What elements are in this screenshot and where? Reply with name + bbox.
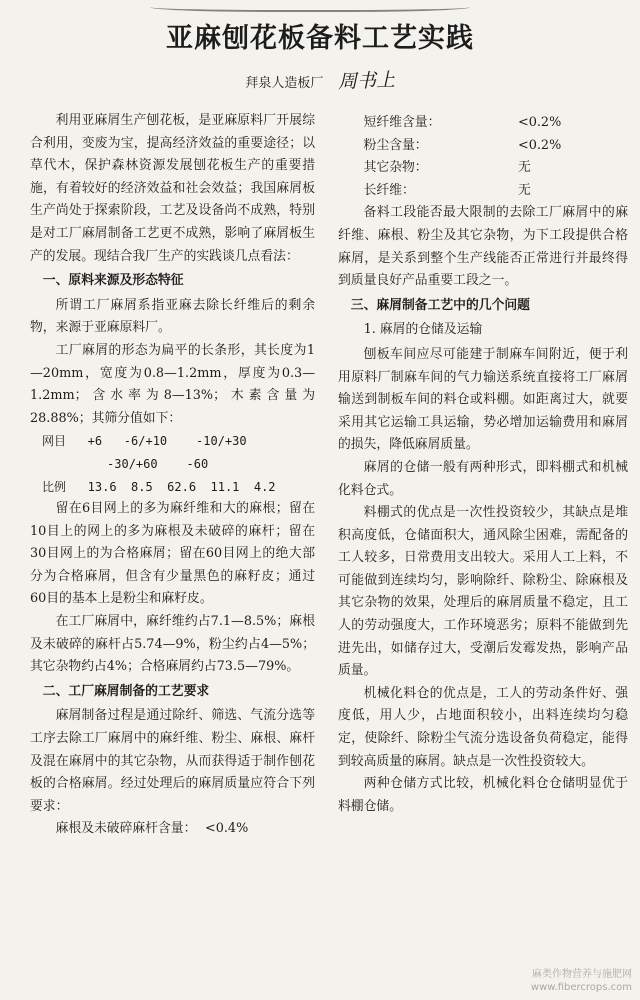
paragraph: 在工厂麻屑中，麻纤维约占7.1—8.5%；麻根及未破碎的麻杆占5.74—9%，粉尘约占4—5%；其它杂物约占4%；合格麻屑约占73.5—79%。 <box>30 614 315 675</box>
paragraph: 备料工段能否最大限制的去除工厂麻屑中的麻纤维、麻根、粉尘及其它杂物，为下工段提供合格麻屑，是关系到整个生产线能否正常进行并最终得到质量良好产品重要工段之一。 <box>338 205 628 289</box>
author-line <box>0 66 640 93</box>
requirement-label: 其它杂物： <box>363 160 428 176</box>
watermark-url: www.fibercrops.com <box>530 982 632 993</box>
sieve-mesh-row-cont: -30/+60 -60 <box>42 456 209 471</box>
paragraph: 工厂麻屑的形态为扁平的长条形，其长度为1—20mm，宽度为0.8—1.2mm，厚度为0.3—1.2mm；含水率为8—13%；木素含量为28.88%；其筛分值如下： <box>30 342 315 426</box>
paragraph: 麻屑制备过程是通过除纤、筛选、气流分选等工序去除工厂麻屑中的麻纤维、粉尘、麻根、麻杆及混在麻屑中的其它杂物，从而获得适于制作刨花板的合格麻屑。经过处理后的麻屑质量应符合下列要求： <box>30 708 315 814</box>
intro-paragraph: 利用亚麻屑生产刨花板，是亚麻原料厂开展综合利用，变废为宝，提高经济效益的重要途径；以草代木，保护森林资源发展刨花板生产的重要措施，有着较好的经济效益和社会效益；我国麻屑板生产尚处于探索阶段，工艺及设备尚不成熟，特别是对工厂麻屑制备工艺更不成熟，影响了麻屑板生产的发展。现结合我厂生产的实践谈几点看法： <box>30 113 315 264</box>
handwritten-scribble <box>150 0 470 12</box>
requirement-label: 长纤维： <box>363 182 415 198</box>
paragraph: 麻屑的仓储一般有两种形式，即料棚式和机械化料仓式。 <box>338 459 628 498</box>
requirement-label: 粉尘含量： <box>363 137 428 153</box>
requirement-row <box>338 135 628 158</box>
paragraph: 料棚式的优点是一次性投资较少，其缺点是堆积高度低，仓储面积大，通风除尘困难，需配备的工人较多，日常费用支出较大。采用人工上料，不可能做到连续均匀，影响除纤、除粉尘、除麻根及其它杂物的效果，处理后的麻屑质量不稳定，且工人的劳动强度大，工作环境恶劣；原料不能做到先进先出，如储存过大，受潮后发霉发热，影响产品质量。 <box>338 505 628 679</box>
requirement-value: 无 <box>518 160 531 176</box>
section-heading-1: 一、原料来源及形态特征 <box>42 273 184 289</box>
section-heading-2: 二、工厂麻屑制备的工艺要求 <box>42 683 210 699</box>
requirement-value: 无 <box>518 182 531 198</box>
requirement-label: 短纤维含量： <box>363 115 441 130</box>
requirement-label: 麻根及未破碎麻杆含量： <box>55 821 197 837</box>
left-column <box>30 110 315 841</box>
requirement-value: <0.2% <box>518 115 562 130</box>
watermark-title: 麻类作物营养与施肥网 <box>532 969 632 980</box>
author-org: 拜泉人造板厂 <box>245 76 324 91</box>
author-name: 周书上 <box>337 69 395 93</box>
requirement-row <box>30 818 315 841</box>
right-column <box>338 112 628 818</box>
paragraph: 刨板车间应尽可能建于制麻车间附近，便于利用原料厂制麻车间的气力输送系统直接将工厂麻屑输送到制板车间的料仓或料棚。如距离过大，就要采用其它运输工具运输，势必增加运输费用和麻屑的损失，降低麻屑质量。 <box>338 346 628 453</box>
sieve-mesh-row: 网目 +6 -6/+10 -10/+30 <box>42 434 247 449</box>
requirement-value: <0.4% <box>205 821 249 837</box>
paragraph: 留在6目网上的多为麻纤维和大的麻根；留在10目上的网上的多为麻根及未破碎的麻杆；留在30目网上的为合格麻屑；留在60目网上的绝大部分为合格麻屑，但含有少量黑色的麻籽皮；通过60目的基本上是粉尘和麻籽皮。 <box>30 501 315 607</box>
requirement-row <box>338 112 628 135</box>
paragraph: 机械化料仓的优点是，工人的劳动条件好、强度低，用人少，占地面积较小，出料连续均匀稳定，使除纤、除粉尘气流分选设备负荷稳定，能得到较高质量的麻屑。缺点是一次性投资较大。 <box>338 685 628 769</box>
paragraph: 两种仓储方式比较，机械化料仓仓储明显优于料棚仓储。 <box>338 776 628 814</box>
requirement-value: <0.2% <box>518 137 562 153</box>
subsection-heading: 1. 麻屑的仓储及运输 <box>363 322 483 338</box>
paragraph: 所谓工厂麻屑系指亚麻去除长纤维后的剩余物，来源于亚麻原料厂。 <box>30 297 315 336</box>
section-heading-3: 三、麻屑制备工艺中的几个问题 <box>350 297 530 313</box>
site-watermark <box>531 968 632 994</box>
page-title: 亚麻刨花板备料工艺实践 <box>166 23 474 54</box>
requirement-row <box>338 180 628 203</box>
requirement-row <box>338 157 628 180</box>
sieve-ratio-row: 比例 13.6 8.5 62.6 11.1 4.2 <box>42 479 276 494</box>
